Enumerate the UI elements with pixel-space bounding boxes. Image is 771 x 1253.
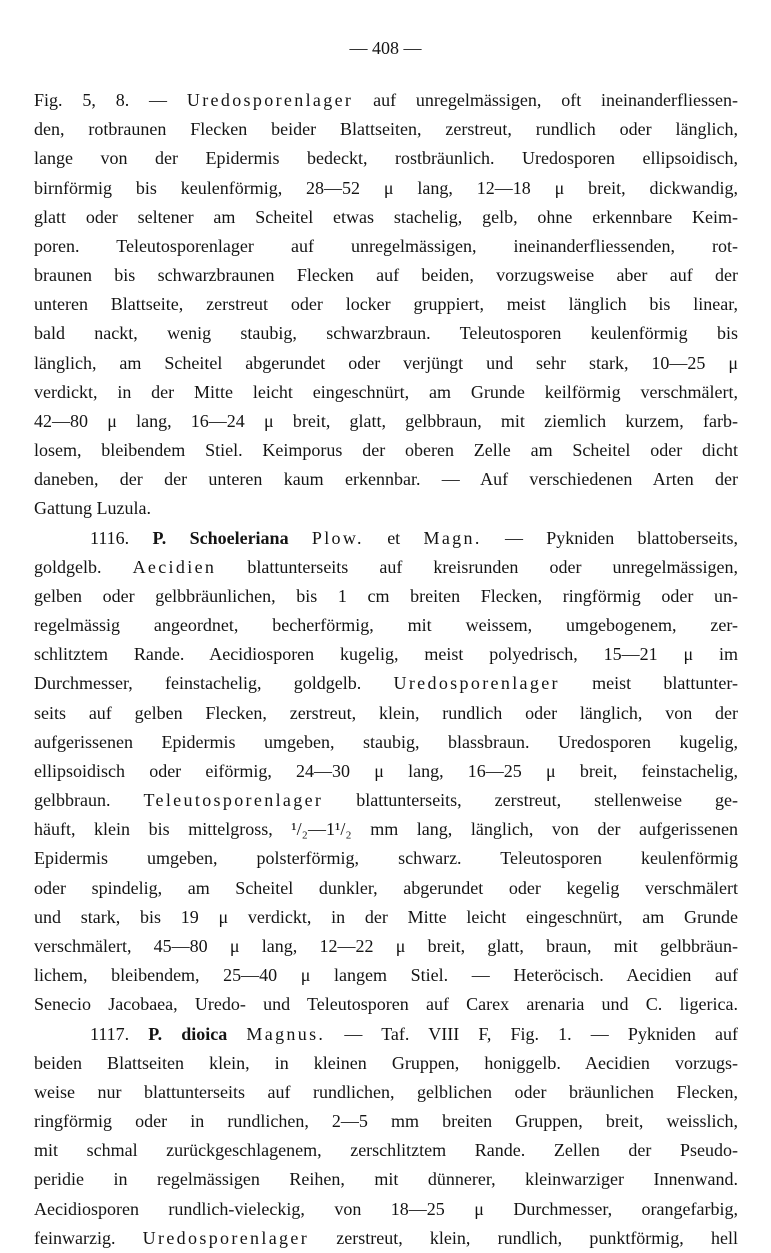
text-run bbox=[227, 1024, 246, 1044]
text-run: — Taf. VIII F, Fig. 1. — Pykniden auf bbox=[325, 1023, 738, 1044]
text-line bbox=[34, 378, 738, 407]
text-run: zerstreut, klein, rundlich, punktförmig, hell bbox=[309, 1227, 738, 1248]
spaced-term: Teleutosporenlager bbox=[143, 790, 324, 811]
text-line bbox=[34, 524, 738, 553]
spaced-term: Magn. bbox=[423, 527, 482, 548]
text-line bbox=[34, 1049, 738, 1078]
text-line bbox=[34, 757, 738, 786]
text-line bbox=[34, 844, 738, 873]
text-line bbox=[34, 903, 738, 932]
text-line bbox=[34, 932, 738, 961]
text-run: blattunterseits auf kreisrunden oder unregelmässigen, bbox=[216, 556, 738, 577]
text-run: blattunterseits, zerstreut, stellenweise ge- bbox=[323, 790, 738, 811]
text-line bbox=[34, 1136, 738, 1165]
text-run: birnförmig bis keulenförmig, 28—52 μ lang, 12—18 μ breit, dickwandig, bbox=[34, 177, 738, 198]
text-run: den, rotbraunen Flecken beider Blattseiten, zerstreut, rundlich oder länglich, bbox=[34, 119, 738, 140]
text-run: poren. Teleutosporenlager auf unregelmässigen, ineinanderfliessenden, rot- bbox=[34, 235, 738, 256]
spaced-term: Magnus. bbox=[246, 1023, 326, 1044]
text-line bbox=[34, 582, 738, 611]
text-run: Gattung Luzula. bbox=[34, 498, 151, 519]
text-line bbox=[34, 640, 738, 669]
text-run: unteren Blattseite, zerstreut oder locker gruppiert, meist länglich bis linear, bbox=[34, 294, 738, 315]
spaced-term: Uredosporenlager bbox=[142, 1227, 310, 1248]
text-line bbox=[34, 874, 738, 903]
text-line bbox=[34, 86, 738, 115]
text-run: daneben, der der unteren kaum erkennbar. — Auf verschiedenen Arten der bbox=[34, 469, 738, 490]
text-run: beiden Blattseiten klein, in kleinen Gruppen, honiggelb. Aecidien vorzugs- bbox=[34, 1052, 738, 1073]
text-run: Senecio Jacobaea, Uredo- und Teleutosporen auf Carex arenaria und C. ligerica. bbox=[34, 994, 738, 1015]
text-run: gelben oder gelbbräunlichen, bis 1 cm breiten Flecken, ringförmig oder un- bbox=[34, 585, 738, 606]
text-run: 42—80 μ lang, 16—24 μ breit, glatt, gelbbraun, mit ziemlich kurzem, farb- bbox=[34, 410, 738, 431]
species-name: P. Schoeleriana bbox=[152, 527, 289, 548]
text-run: Fig. 5, 8. — bbox=[34, 90, 187, 110]
text-run: auf unregelmässigen, oft ineinanderfliessen- bbox=[353, 90, 738, 110]
text-line bbox=[34, 174, 738, 203]
text-run: peridie in regelmässigen Reihen, mit dünnerer, kleinwarziger Innenwand. bbox=[34, 1169, 738, 1190]
text-line bbox=[34, 728, 738, 757]
text-run: verdickt, in der Mitte leicht eingeschnürt, am Grunde keilförmig verschmälert, bbox=[34, 381, 738, 402]
text-run: Durchmesser, feinstachelig, goldgelb. bbox=[34, 673, 394, 694]
text-line bbox=[34, 699, 738, 728]
text-line bbox=[34, 144, 738, 173]
text-run: Epidermis umgeben, polsterförmig, schwarz. Teleutosporen keulenförmig bbox=[34, 848, 738, 869]
text-line bbox=[34, 611, 738, 640]
text-line bbox=[34, 1107, 738, 1136]
text-line bbox=[34, 1078, 738, 1107]
spaced-term: Uredosporenlager bbox=[393, 673, 560, 694]
text-line bbox=[34, 319, 738, 348]
text-run: 1116. bbox=[90, 527, 153, 548]
text-run: ellipsoidisch oder eiförmig, 24—30 μ lang, 16—25 μ breit, feinstachelig, bbox=[34, 760, 738, 781]
text-line bbox=[34, 1195, 738, 1224]
text-run: losem, bleibendem Stiel. Keimporus der oberen Zelle am Scheitel oder dicht bbox=[34, 440, 738, 461]
text-line bbox=[34, 669, 738, 698]
text-run: Aecidiosporen rundlich-vieleckig, von 18—25 μ Durchmesser, orangefarbig, bbox=[34, 1198, 738, 1219]
text-run: bald nackt, wenig staubig, schwarzbraun. Teleutosporen keulenförmig bis bbox=[34, 323, 738, 344]
spaced-term: Plow. bbox=[311, 527, 364, 548]
text-line bbox=[34, 290, 738, 319]
text-run: länglich, am Scheitel abgerundet oder verjüngt und sehr stark, 10—25 μ bbox=[34, 352, 738, 373]
text-line bbox=[34, 1224, 738, 1253]
page-number: — 408 — bbox=[349, 38, 422, 58]
text-run: weise nur blattunterseits auf rundlichen, gelblichen oder bräunlichen Flecken, bbox=[34, 1081, 738, 1102]
text-run bbox=[289, 528, 312, 548]
text-run: et bbox=[363, 527, 424, 548]
text-line bbox=[34, 786, 738, 815]
text-run: aufgerissenen Epidermis umgeben, staubig, blassbraun. Uredosporen kugelig, bbox=[34, 731, 738, 752]
text-run: braunen bis schwarzbraunen Flecken auf beiden, vorzugsweise aber auf der bbox=[34, 265, 738, 286]
text-run: verschmälert, 45—80 μ lang, 12—22 μ breit, glatt, braun, mit gelbbräun- bbox=[34, 935, 738, 956]
spaced-term: Uredosporenlager bbox=[186, 90, 354, 110]
text-run: feinwarzig. bbox=[34, 1227, 143, 1248]
text-run: — Pykniden blattoberseits, bbox=[481, 527, 738, 548]
text-line bbox=[34, 203, 738, 232]
text-run: schlitztem Rande. Aecidiosporen kugelig, meist polyedrisch, 15—21 μ im bbox=[34, 644, 738, 665]
text-line bbox=[34, 990, 738, 1019]
text-line bbox=[34, 961, 738, 990]
text-run: und stark, bis 19 μ verdickt, in der Mitte leicht eingeschnürt, am Grunde bbox=[34, 906, 738, 927]
text-line bbox=[34, 553, 738, 582]
text-line bbox=[34, 1020, 738, 1049]
text-line bbox=[34, 465, 738, 494]
text-line bbox=[34, 115, 738, 144]
text-run: mit schmal zurückgeschlagenem, zerschlitztem Rande. Zellen der Pseudo- bbox=[34, 1140, 738, 1161]
text-line bbox=[34, 261, 738, 290]
text-run: glatt oder seltener am Scheitel etwas stachelig, gelb, ohne erkennbare Keim- bbox=[34, 206, 738, 227]
text-line bbox=[34, 815, 738, 844]
text-line bbox=[34, 1165, 738, 1194]
text-run: goldgelb. bbox=[34, 556, 133, 577]
text-line bbox=[34, 407, 738, 436]
text-run: regelmässig angeordnet, becherförmig, mit weissem, umgebogenem, zer- bbox=[34, 615, 738, 636]
body-text bbox=[34, 86, 738, 1253]
text-run: häuft, klein bis mittelgross, ¹/₂—1¹/₂ mm lang, länglich, von der aufgerissenen bbox=[34, 819, 738, 840]
species-name: P. dioica bbox=[148, 1023, 228, 1044]
text-run: oder spindelig, am Scheitel dunkler, abgerundet oder kegelig verschmälert bbox=[34, 877, 738, 898]
text-line bbox=[34, 436, 738, 465]
text-run: lange von der Epidermis bedeckt, rostbräunlich. Uredosporen ellipsoidisch, bbox=[34, 148, 738, 169]
text-run: lichem, bleibendem, 25—40 μ langem Stiel. — Heteröcisch. Aecidien auf bbox=[34, 965, 738, 986]
text-run: 1117. bbox=[90, 1023, 149, 1044]
text-run: ringförmig oder in rundlichen, 2—5 mm breiten Gruppen, breit, weisslich, bbox=[34, 1111, 738, 1132]
text-line bbox=[34, 349, 738, 378]
text-line bbox=[34, 232, 738, 261]
text-line bbox=[34, 494, 738, 523]
text-run: meist blattunter- bbox=[559, 673, 738, 694]
spaced-term: Aecidien bbox=[132, 556, 217, 577]
text-run: seits auf gelben Flecken, zerstreut, klein, rundlich oder länglich, von der bbox=[34, 702, 738, 723]
text-run: gelbbraun. bbox=[34, 790, 144, 811]
